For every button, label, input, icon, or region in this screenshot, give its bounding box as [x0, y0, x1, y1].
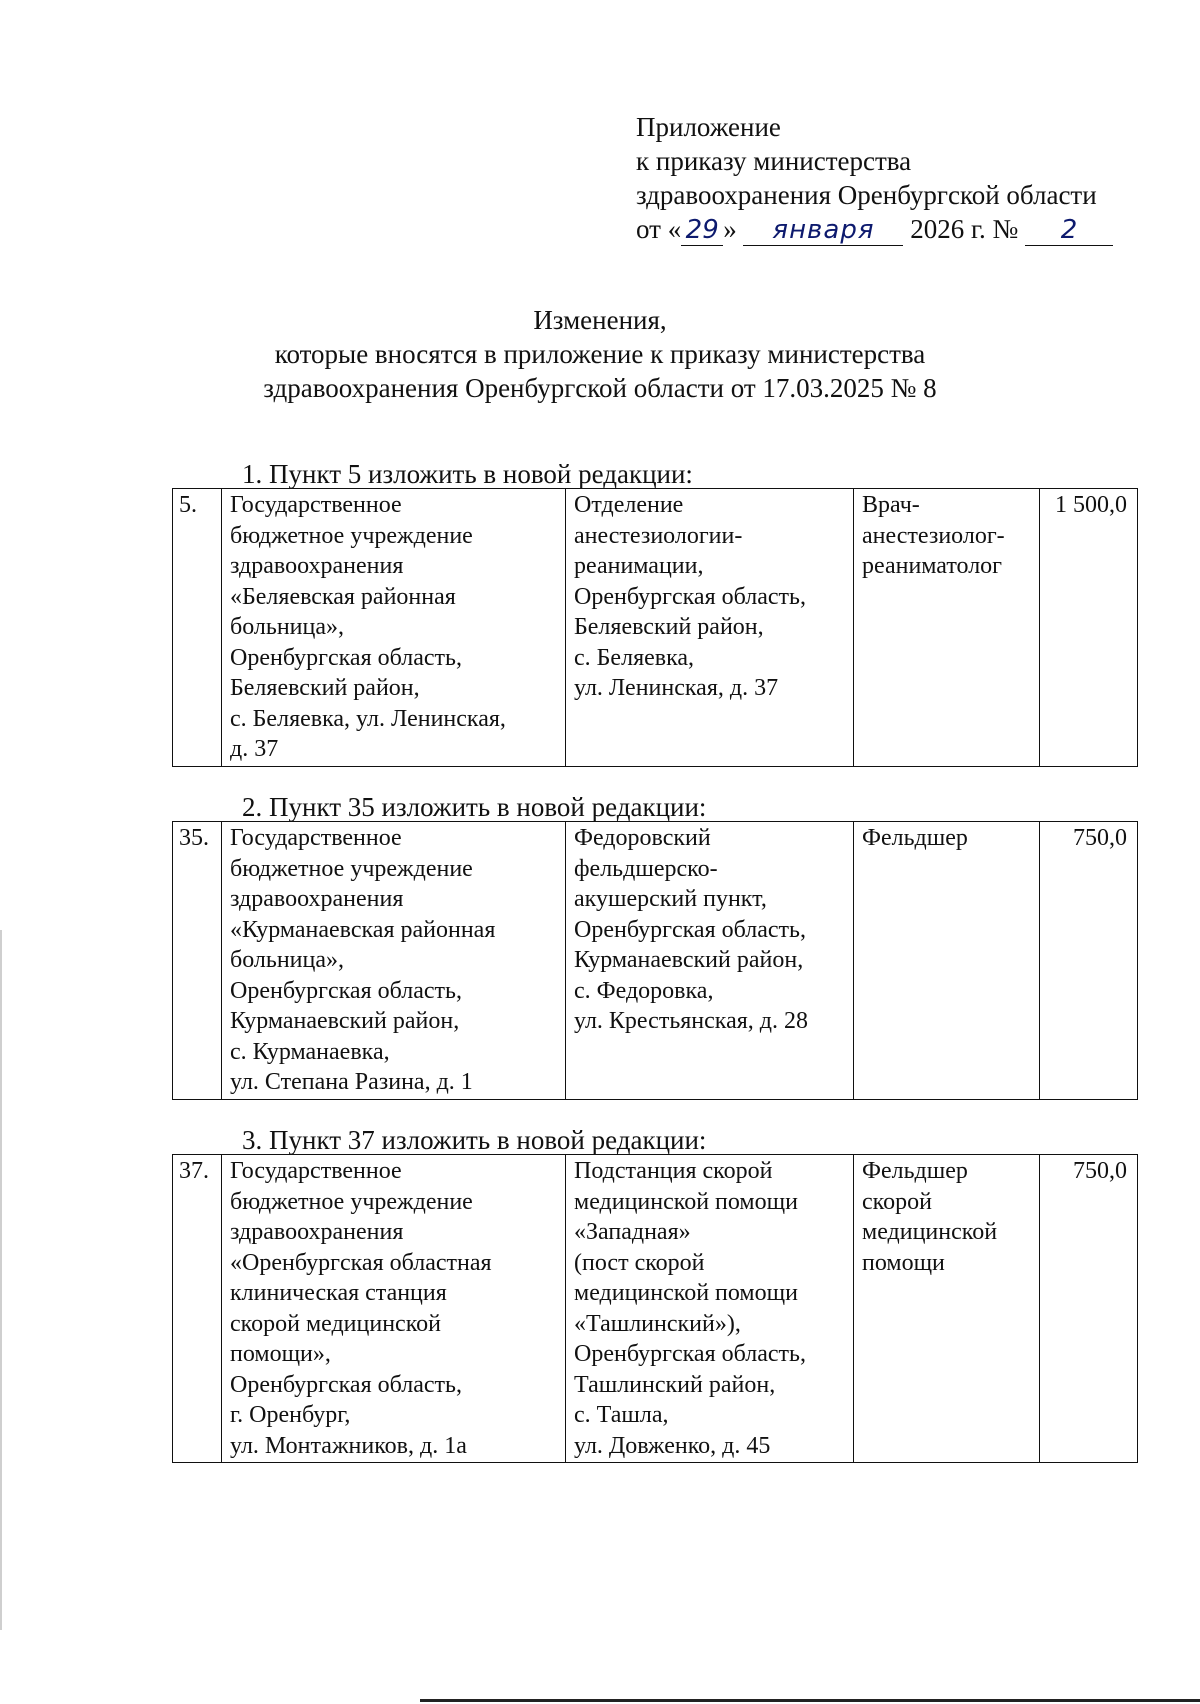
cell-line: медицинской помощи: [574, 1280, 798, 1306]
cell-line: Беляевский район,: [574, 614, 764, 640]
cell-line: «Беляевская районная: [230, 583, 456, 610]
cell-line: Беляевский район,: [230, 675, 420, 701]
title-line-2: которые вносятся в приложение к приказу министерства: [274, 339, 926, 369]
cell-line: «Западная»: [574, 1219, 691, 1245]
cell-line: Оренбургская область,: [230, 644, 462, 671]
cell-line: Подстанция скорой: [574, 1158, 773, 1184]
position-cell: [854, 1155, 1040, 1463]
cell-line: Государственное: [230, 492, 402, 518]
cell-line: Государственное: [230, 1158, 402, 1184]
cell-line: скорой медицинской: [230, 1310, 441, 1337]
amount-cell: 750,0: [1040, 1155, 1138, 1463]
cell-line: клиническая станция: [230, 1280, 447, 1306]
cell-line: помощи»,: [230, 1341, 331, 1367]
unit-address-cell: [566, 822, 854, 1100]
cell-line: медицинской помощи: [574, 1188, 798, 1215]
cell-line: Фельдшер: [862, 825, 968, 851]
unit-address-cell: [566, 1155, 854, 1463]
handwritten-month: января: [743, 217, 903, 246]
cell-line: Оренбургская область,: [574, 583, 806, 610]
institution-cell: [222, 1155, 566, 1463]
order-date-line: [636, 212, 1176, 246]
cell-line: с. Беляевка,: [574, 644, 695, 671]
section-heading-2: 2. Пункт 35 изложить в новой редакции:: [242, 792, 707, 822]
cell-line: акушерский пункт,: [574, 886, 767, 912]
cell-line: здравоохранения: [230, 886, 404, 912]
appendix-line-2: к приказу министерства: [636, 146, 912, 176]
cell-line: ул. Монтажников, д. 1а: [230, 1432, 467, 1459]
appendix-note: [636, 110, 1176, 246]
cell-line: г. Оренбург,: [230, 1402, 351, 1428]
cell-line: помощи: [862, 1249, 945, 1276]
scan-edge-shadow: [0, 930, 2, 1630]
cell-line: ул. Ленинская, д. 37: [574, 675, 779, 701]
section-heading-1: 1. Пункт 5 изложить в новой редакции:: [242, 459, 693, 489]
cell-line: фельдшерско-: [574, 855, 718, 882]
cell-line: анестезиолог-: [862, 522, 1005, 549]
handwritten-order-number: 2: [1025, 217, 1113, 246]
cell-line: реанимации,: [574, 553, 704, 579]
cell-line: Курманаевский район,: [574, 947, 804, 973]
cell-line: (пост скорой: [574, 1249, 705, 1276]
cell-line: ул. Степана Разина, д. 1: [230, 1069, 473, 1095]
date-year: 2026 г. №: [910, 214, 1019, 244]
cell-line: Оренбургская область,: [230, 1371, 462, 1398]
amount-cell: 1 500,0: [1040, 489, 1138, 767]
date-prefix: от «: [636, 214, 682, 244]
cell-line: Врач-: [862, 492, 920, 518]
cell-line: бюджетное учреждение: [230, 522, 473, 549]
cell-line: ул. Довженко, д. 45: [574, 1432, 771, 1459]
position-cell: [854, 822, 1040, 1100]
title-line-1: Изменения,: [533, 305, 667, 335]
institution-cell: [222, 489, 566, 767]
cell-line: ул. Крестьянская, д. 28: [574, 1008, 808, 1034]
position-cell: [854, 489, 1040, 767]
date-mid: »: [723, 214, 737, 244]
row-number: 37.: [173, 1155, 222, 1463]
cell-line: «Оренбургская областная: [230, 1249, 492, 1276]
cell-line: здравоохранения: [230, 1219, 404, 1245]
cell-line: с. Беляевка, ул. Ленинская,: [230, 705, 506, 732]
cell-line: Ташлинский район,: [574, 1371, 776, 1398]
cell-line: д. 37: [230, 736, 279, 762]
cell-line: Отделение: [574, 492, 684, 518]
table-row: [173, 1155, 1138, 1463]
unit-address-cell: [566, 489, 854, 767]
cell-line: скорой: [862, 1188, 932, 1215]
appendix-line-1: Приложение: [636, 112, 781, 142]
cell-line: реаниматолог: [862, 553, 1003, 579]
cell-line: здравоохранения: [230, 553, 404, 579]
amendment-table-2: [172, 821, 1138, 1100]
scan-bottom-rule: [420, 1699, 1200, 1702]
cell-line: больница»,: [230, 947, 344, 973]
cell-line: Оренбургская область,: [230, 977, 462, 1004]
amendment-table-3: [172, 1154, 1138, 1463]
cell-line: Оренбургская область,: [574, 916, 806, 943]
document-title: [0, 303, 1200, 405]
cell-line: анестезиологии-: [574, 522, 743, 549]
cell-line: медицинской: [862, 1219, 998, 1245]
cell-line: больница»,: [230, 614, 344, 640]
cell-line: Фельдшер: [862, 1158, 968, 1184]
cell-line: «Ташлинский»),: [574, 1310, 741, 1337]
cell-line: Федоровский: [574, 825, 711, 851]
cell-line: Государственное: [230, 825, 402, 851]
table-row: [173, 822, 1138, 1100]
cell-line: бюджетное учреждение: [230, 1188, 473, 1215]
cell-line: «Курманаевская районная: [230, 916, 496, 943]
amount-cell: 750,0: [1040, 822, 1138, 1100]
row-number: 35.: [173, 822, 222, 1100]
cell-line: с. Федоровка,: [574, 977, 714, 1004]
handwritten-day: 29: [681, 217, 723, 246]
row-number: 5.: [173, 489, 222, 767]
cell-line: с. Курманаевка,: [230, 1038, 390, 1065]
title-line-3: здравоохранения Оренбургской области от 17.03.2025 № 8: [263, 373, 937, 403]
cell-line: Курманаевский район,: [230, 1008, 460, 1034]
section-heading-3: 3. Пункт 37 изложить в новой редакции:: [242, 1125, 707, 1155]
cell-line: с. Ташла,: [574, 1402, 669, 1428]
table-row: [173, 489, 1138, 767]
amendment-table-1: [172, 488, 1138, 767]
appendix-line-3: здравоохранения Оренбургской области: [636, 180, 1097, 210]
cell-line: бюджетное учреждение: [230, 855, 473, 882]
institution-cell: [222, 822, 566, 1100]
cell-line: Оренбургская область,: [574, 1341, 806, 1367]
